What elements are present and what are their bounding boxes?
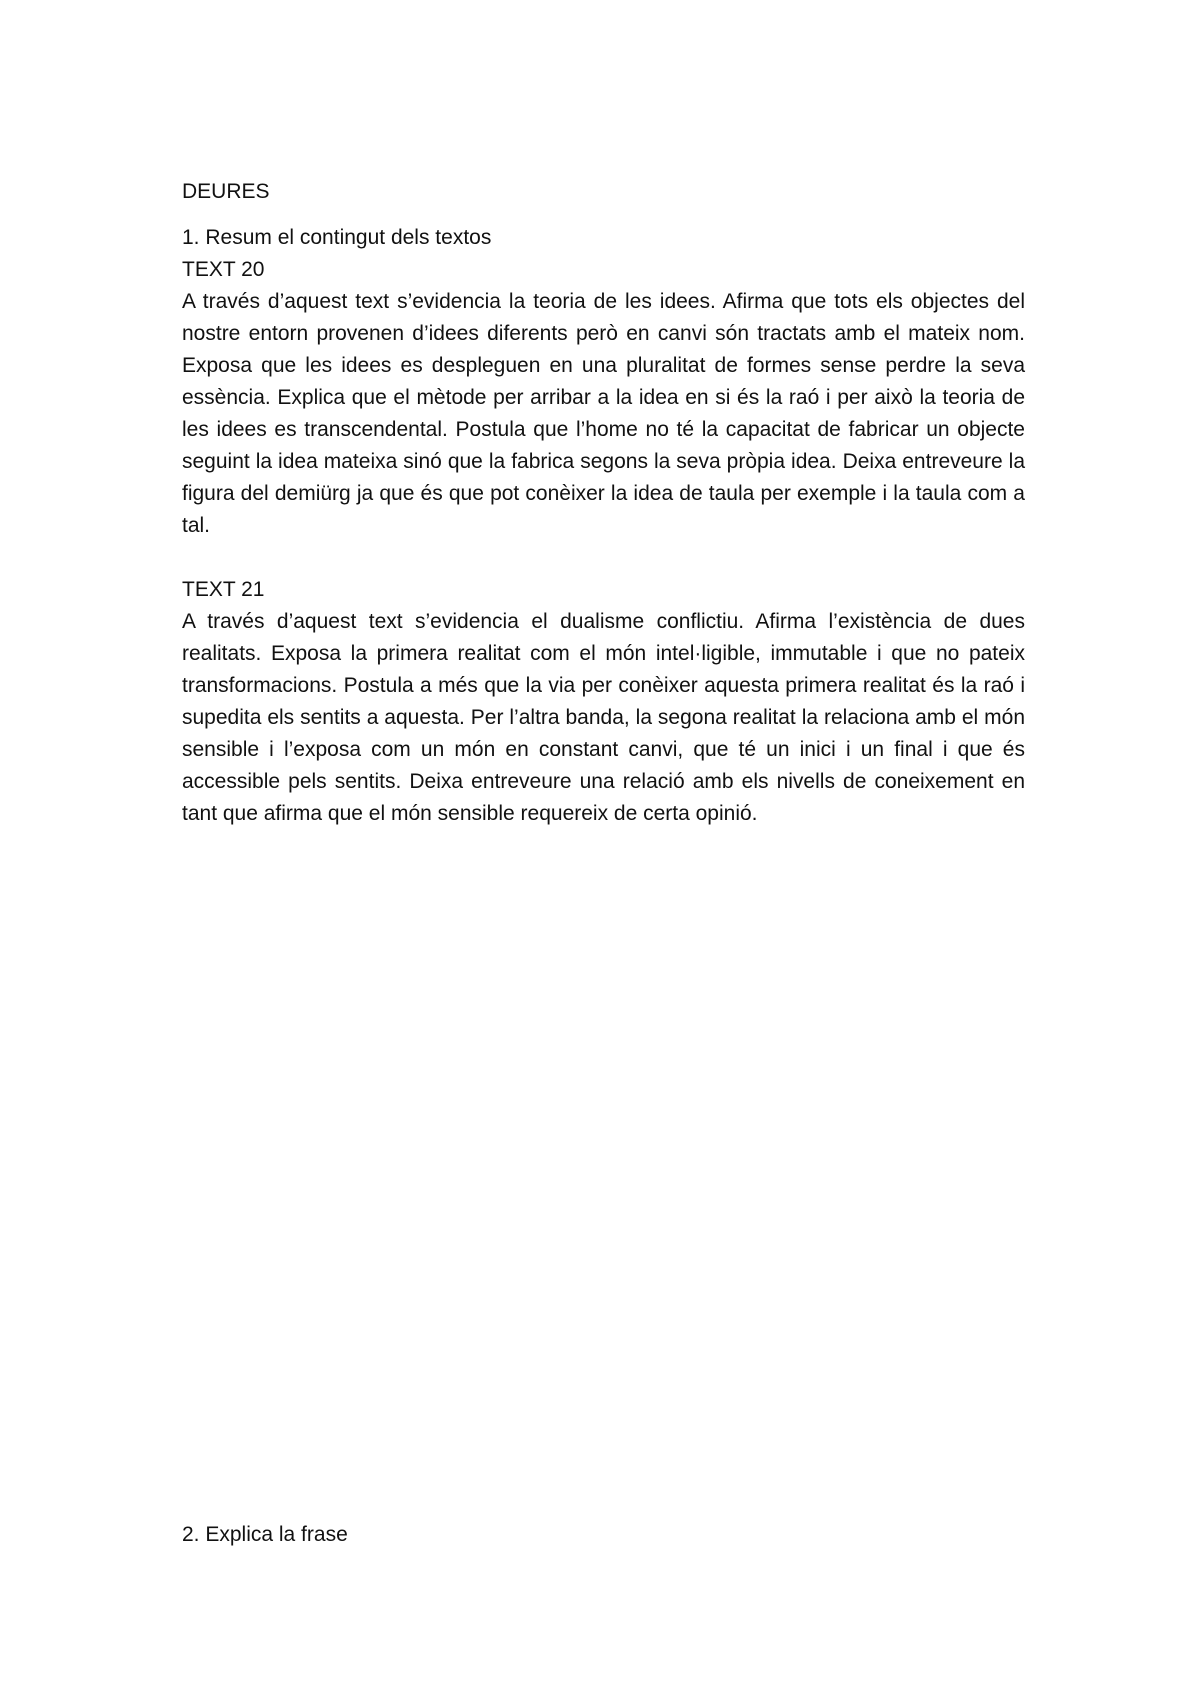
question-1: 1. Resum el contingut dels textos (182, 226, 492, 249)
question-2: 2. Explica la frase (182, 1523, 348, 1546)
text-21-body: A través d’aquest text s’evidencia el dualisme conflictiu. Afirma l’existència de dues realitats. Exposa la primera realitat com el món intel·ligible, immutable i que no pateix transformacions. Postula a més que la via per conèixer aquesta primera realitat és la raó i supedita els sentits a aquesta. Per l’altra banda, la segona realitat la relaciona amb el món sensible i l’exposa com un món en constant canvi, que té un inici i un final i que és accessible pels sentits. Deixa entreveure una relació amb els nivells de coneixement en tant que afirma que el món sensible requereix de certa opinió. (182, 610, 1025, 825)
text-20-body: A través d’aquest text s’evidencia la teoria de les idees. Afirma que tots els objectes del nostre entorn provenen d’idees diferents però en canvi són tractats amb el mateix nom. Exposa que les idees es despleguen en una pluralitat de formes sense perdre la seva essència. Explica que el mètode per arribar a la idea en si és la raó i per això la teoria de les idees es transcendental. Postula que l’home no té la capacitat de fabricar un objecte seguint la idea mateixa sinó que la fabrica segons la seva pròpia idea. Deixa entreveure la figura del demiürg ja que és que pot conèixer la idea de taula per exemple i la taula com a tal. (182, 290, 1025, 537)
paragraph-spacer (182, 542, 1025, 574)
document-content (182, 176, 1025, 830)
document-title: DEURES (182, 180, 270, 203)
text-21-heading: TEXT 21 (182, 578, 265, 601)
text-20-heading: TEXT 20 (182, 258, 265, 281)
